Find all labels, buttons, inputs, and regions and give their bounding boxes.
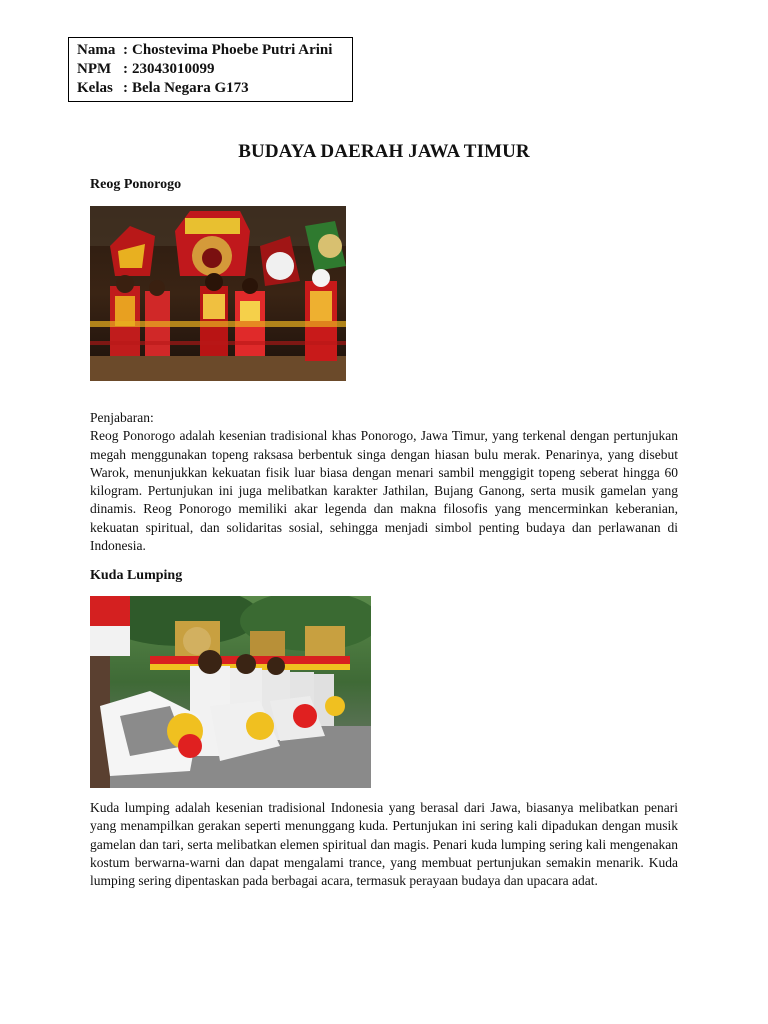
reog-paragraph — [90, 409, 678, 555]
identity-label: Nama — [77, 42, 116, 58]
page-title: BUDAYA DAERAH JAWA TIMUR — [238, 141, 530, 162]
reog-ponorogo-photo — [90, 206, 346, 381]
identity-row-kelas — [77, 79, 352, 98]
section-heading-kuda-lumping: Kuda Lumping — [90, 568, 183, 583]
identity-value-name: Chostevima Phoebe Putri Arini — [132, 42, 333, 58]
identity-box — [68, 37, 353, 102]
identity-separator: : — [123, 42, 128, 58]
reog-description: Reog Ponorogo adalah kesenian tradisional khas Ponorogo, Jawa Timur, yang terkenal dengan pertunjukan megah menggunakan topeng raksasa berbentuk singa dengan hiasan bulu merak. Penarinya, yang disebut Warok, menunjukkan kekuatan fisik luar biasa dengan menari sambil menggigit topeng seberat hingga 60 kilogram. Pertunjukan ini juga melibatkan karakter Jathilan, Bujang Ganong, serta musik gamelan yang dinamis. Reog Ponorogo memiliki akar legenda dan makna filosofis yang mencerminkan keberanian, kekuatan spiritual, dan solidaritas sosial, sehingga menjadi simbol penting budaya dan perlawanan di Indonesia. — [90, 428, 678, 554]
identity-label: NPM — [77, 61, 112, 77]
identity-label: Kelas — [77, 80, 113, 96]
identity-value-class: Bela Negara G173 — [132, 80, 249, 96]
explanation-label: Penjabaran: — [90, 410, 154, 425]
identity-row-npm — [77, 60, 352, 79]
identity-separator: : — [123, 80, 128, 96]
kuda-lumping-paragraph: Kuda lumping adalah kesenian tradisional Indonesia yang berasal dari Jawa, biasanya melibatkan penari yang menampilkan gerakan seperti menunggang kuda. Pertunjukan ini sering kali dipadukan dengan musik gamelan dan tari, serta melibatkan elemen spiritual dan magis. Penari kuda lumping sering kali mengenakan kostum berwarna-warni dan dapat mengalami trance, yang membuat pertunjukan semakin menarik. Kuda lumping sering dipentaskan pada berbagai acara, termasuk perayaan budaya dan upacara adat. — [90, 800, 678, 889]
kuda-lumping-photo — [90, 596, 371, 788]
identity-separator: : — [123, 61, 128, 77]
identity-value-npm: 23043010099 — [132, 61, 215, 77]
section-heading-reog: Reog Ponorogo — [90, 177, 182, 192]
identity-row-nama — [77, 41, 352, 60]
